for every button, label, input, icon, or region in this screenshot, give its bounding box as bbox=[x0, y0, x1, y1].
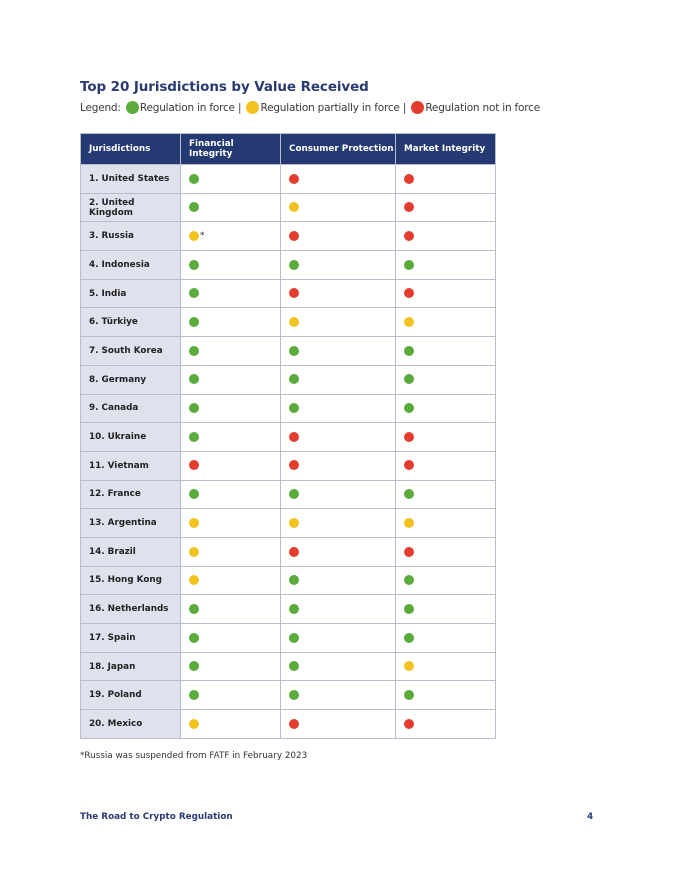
market-integrity-cell bbox=[396, 165, 496, 194]
table-row bbox=[81, 165, 496, 194]
footer-title: The Road to Crypto Regulation bbox=[80, 812, 233, 822]
legend-separator: | bbox=[402, 102, 407, 114]
market-integrity-cell bbox=[396, 365, 496, 394]
red-status-dot-icon bbox=[411, 101, 424, 114]
financial-integrity-cell bbox=[181, 595, 281, 624]
header-consumer-protection: Consumer Protection bbox=[281, 134, 396, 165]
consumer-protection-cell bbox=[281, 480, 396, 509]
yellow-status-dot-icon bbox=[189, 518, 199, 528]
jurisdiction-cell: 19. Poland bbox=[81, 681, 181, 710]
consumer-protection-cell bbox=[281, 308, 396, 337]
green-status-dot-icon bbox=[189, 661, 199, 671]
consumer-protection-cell bbox=[281, 222, 396, 251]
yellow-status-dot-icon bbox=[189, 547, 199, 557]
table-row bbox=[81, 681, 496, 710]
yellow-status-dot-icon bbox=[189, 231, 199, 241]
legend-label-not-in-force: Regulation not in force bbox=[425, 102, 541, 114]
green-status-dot-icon bbox=[404, 690, 414, 700]
consumer-protection-cell bbox=[281, 710, 396, 739]
green-status-dot-icon bbox=[404, 374, 414, 384]
red-status-dot-icon bbox=[289, 432, 299, 442]
consumer-protection-cell bbox=[281, 566, 396, 595]
jurisdiction-cell: 17. Spain bbox=[81, 624, 181, 653]
jurisdiction-cell: 6. Türkiye bbox=[81, 308, 181, 337]
red-status-dot-icon bbox=[189, 460, 199, 470]
green-status-dot-icon bbox=[189, 202, 199, 212]
legend bbox=[80, 101, 540, 114]
market-integrity-cell bbox=[396, 193, 496, 222]
header-market-integrity: Market Integrity bbox=[396, 134, 496, 165]
table-row bbox=[81, 251, 496, 280]
table-row bbox=[81, 509, 496, 538]
jurisdictions-table bbox=[80, 133, 496, 739]
market-integrity-cell bbox=[396, 537, 496, 566]
red-status-dot-icon bbox=[404, 231, 414, 241]
table-row bbox=[81, 652, 496, 681]
green-status-dot-icon bbox=[189, 260, 199, 270]
red-status-dot-icon bbox=[404, 288, 414, 298]
consumer-protection-cell bbox=[281, 193, 396, 222]
page-number: 4 bbox=[587, 812, 594, 822]
jurisdiction-cell: 8. Germany bbox=[81, 365, 181, 394]
green-status-dot-icon bbox=[404, 403, 414, 413]
financial-integrity-cell bbox=[181, 681, 281, 710]
page-title: Top 20 Jurisdictions by Value Received bbox=[80, 79, 369, 95]
consumer-protection-cell bbox=[281, 251, 396, 280]
red-status-dot-icon bbox=[289, 719, 299, 729]
jurisdiction-cell: 2. United Kingdom bbox=[81, 193, 181, 222]
table-row bbox=[81, 710, 496, 739]
red-status-dot-icon bbox=[404, 719, 414, 729]
table-row bbox=[81, 308, 496, 337]
red-status-dot-icon bbox=[289, 174, 299, 184]
financial-integrity-cell bbox=[181, 710, 281, 739]
table-row bbox=[81, 480, 496, 509]
financial-integrity-cell bbox=[181, 480, 281, 509]
jurisdiction-cell: 14. Brazil bbox=[81, 537, 181, 566]
market-integrity-cell bbox=[396, 624, 496, 653]
green-status-dot-icon bbox=[404, 633, 414, 643]
red-status-dot-icon bbox=[404, 432, 414, 442]
financial-integrity-cell bbox=[181, 652, 281, 681]
green-status-dot-icon bbox=[189, 346, 199, 356]
green-status-dot-icon bbox=[189, 604, 199, 614]
red-status-dot-icon bbox=[289, 547, 299, 557]
financial-integrity-cell bbox=[181, 423, 281, 452]
red-status-dot-icon bbox=[404, 174, 414, 184]
table-body bbox=[81, 165, 496, 739]
table-row bbox=[81, 595, 496, 624]
table-row bbox=[81, 423, 496, 452]
footnote: *Russia was suspended from FATF in February 2023 bbox=[80, 751, 308, 761]
market-integrity-cell bbox=[396, 710, 496, 739]
jurisdiction-cell: 20. Mexico bbox=[81, 710, 181, 739]
market-integrity-cell bbox=[396, 566, 496, 595]
jurisdiction-cell: 15. Hong Kong bbox=[81, 566, 181, 595]
market-integrity-cell bbox=[396, 652, 496, 681]
jurisdiction-cell: 7. South Korea bbox=[81, 337, 181, 366]
green-status-dot-icon bbox=[189, 403, 199, 413]
consumer-protection-cell bbox=[281, 681, 396, 710]
yellow-status-dot-icon bbox=[189, 575, 199, 585]
green-status-dot-icon bbox=[189, 374, 199, 384]
financial-integrity-cell bbox=[181, 308, 281, 337]
market-integrity-cell bbox=[396, 337, 496, 366]
red-status-dot-icon bbox=[289, 288, 299, 298]
financial-integrity-cell bbox=[181, 337, 281, 366]
consumer-protection-cell bbox=[281, 509, 396, 538]
table-row bbox=[81, 222, 496, 251]
green-status-dot-icon bbox=[289, 346, 299, 356]
jurisdiction-cell: 1. United States bbox=[81, 165, 181, 194]
red-status-dot-icon bbox=[289, 231, 299, 241]
green-status-dot-icon bbox=[289, 489, 299, 499]
financial-integrity-cell bbox=[181, 222, 281, 251]
market-integrity-cell bbox=[396, 423, 496, 452]
financial-integrity-cell bbox=[181, 251, 281, 280]
market-integrity-cell bbox=[396, 451, 496, 480]
green-status-dot-icon bbox=[404, 346, 414, 356]
market-integrity-cell bbox=[396, 279, 496, 308]
green-status-dot-icon bbox=[289, 661, 299, 671]
green-status-dot-icon bbox=[404, 260, 414, 270]
consumer-protection-cell bbox=[281, 394, 396, 423]
market-integrity-cell bbox=[396, 681, 496, 710]
green-status-dot-icon bbox=[289, 604, 299, 614]
yellow-status-dot-icon bbox=[289, 518, 299, 528]
legend-label-partial: Regulation partially in force bbox=[260, 102, 400, 114]
header-jurisdictions: Jurisdictions bbox=[81, 134, 181, 165]
financial-integrity-cell bbox=[181, 279, 281, 308]
red-status-dot-icon bbox=[404, 460, 414, 470]
header-financial-integrity: Financial Integrity bbox=[181, 134, 281, 165]
green-status-dot-icon bbox=[404, 575, 414, 585]
market-integrity-cell bbox=[396, 394, 496, 423]
red-status-dot-icon bbox=[289, 460, 299, 470]
consumer-protection-cell bbox=[281, 652, 396, 681]
jurisdiction-cell: 9. Canada bbox=[81, 394, 181, 423]
financial-integrity-cell bbox=[181, 537, 281, 566]
green-status-dot-icon bbox=[189, 317, 199, 327]
table-row bbox=[81, 193, 496, 222]
yellow-status-dot-icon bbox=[289, 202, 299, 212]
yellow-status-dot-icon bbox=[189, 719, 199, 729]
market-integrity-cell bbox=[396, 480, 496, 509]
financial-integrity-cell bbox=[181, 365, 281, 394]
table-row bbox=[81, 624, 496, 653]
financial-integrity-cell bbox=[181, 193, 281, 222]
jurisdiction-cell: 4. Indonesia bbox=[81, 251, 181, 280]
consumer-protection-cell bbox=[281, 451, 396, 480]
financial-integrity-cell bbox=[181, 165, 281, 194]
legend-separator: | bbox=[237, 102, 242, 114]
consumer-protection-cell bbox=[281, 595, 396, 624]
green-status-dot-icon bbox=[289, 374, 299, 384]
consumer-protection-cell bbox=[281, 423, 396, 452]
jurisdiction-cell: 13. Argentina bbox=[81, 509, 181, 538]
green-status-dot-icon bbox=[289, 403, 299, 413]
financial-integrity-cell bbox=[181, 451, 281, 480]
consumer-protection-cell bbox=[281, 337, 396, 366]
jurisdiction-cell: 16. Netherlands bbox=[81, 595, 181, 624]
green-status-dot-icon bbox=[289, 690, 299, 700]
green-status-dot-icon bbox=[189, 690, 199, 700]
consumer-protection-cell bbox=[281, 279, 396, 308]
jurisdiction-cell: 18. Japan bbox=[81, 652, 181, 681]
consumer-protection-cell bbox=[281, 165, 396, 194]
consumer-protection-cell bbox=[281, 365, 396, 394]
financial-integrity-cell bbox=[181, 624, 281, 653]
yellow-status-dot-icon bbox=[289, 317, 299, 327]
green-status-dot-icon bbox=[289, 260, 299, 270]
green-status-dot-icon bbox=[189, 633, 199, 643]
table-row bbox=[81, 279, 496, 308]
green-status-dot-icon bbox=[404, 604, 414, 614]
jurisdiction-cell: 12. France bbox=[81, 480, 181, 509]
red-status-dot-icon bbox=[404, 547, 414, 557]
jurisdiction-cell: 3. Russia bbox=[81, 222, 181, 251]
financial-integrity-cell bbox=[181, 509, 281, 538]
financial-integrity-cell bbox=[181, 566, 281, 595]
table-row bbox=[81, 566, 496, 595]
yellow-status-dot-icon bbox=[404, 661, 414, 671]
green-status-dot-icon bbox=[189, 288, 199, 298]
green-status-dot-icon bbox=[189, 174, 199, 184]
consumer-protection-cell bbox=[281, 624, 396, 653]
jurisdiction-cell: 5. India bbox=[81, 279, 181, 308]
yellow-status-dot-icon bbox=[404, 518, 414, 528]
yellow-status-dot-icon bbox=[246, 101, 259, 114]
table-header-row bbox=[81, 134, 496, 165]
green-status-dot-icon bbox=[126, 101, 139, 114]
table-row bbox=[81, 365, 496, 394]
table-row bbox=[81, 394, 496, 423]
jurisdiction-cell: 10. Ukraine bbox=[81, 423, 181, 452]
green-status-dot-icon bbox=[189, 489, 199, 499]
table-row bbox=[81, 337, 496, 366]
market-integrity-cell bbox=[396, 222, 496, 251]
green-status-dot-icon bbox=[404, 489, 414, 499]
table-row bbox=[81, 451, 496, 480]
green-status-dot-icon bbox=[289, 575, 299, 585]
consumer-protection-cell bbox=[281, 537, 396, 566]
jurisdiction-cell: 11. Vietnam bbox=[81, 451, 181, 480]
financial-integrity-cell bbox=[181, 394, 281, 423]
green-status-dot-icon bbox=[289, 633, 299, 643]
table-row bbox=[81, 537, 496, 566]
green-status-dot-icon bbox=[189, 432, 199, 442]
market-integrity-cell bbox=[396, 251, 496, 280]
red-status-dot-icon bbox=[404, 202, 414, 212]
market-integrity-cell bbox=[396, 308, 496, 337]
market-integrity-cell bbox=[396, 595, 496, 624]
legend-label-in-force: Regulation in force bbox=[139, 102, 235, 114]
footnote-marker: * bbox=[200, 230, 205, 241]
legend-prefix: Legend: bbox=[80, 102, 121, 114]
market-integrity-cell bbox=[396, 509, 496, 538]
yellow-status-dot-icon bbox=[404, 317, 414, 327]
